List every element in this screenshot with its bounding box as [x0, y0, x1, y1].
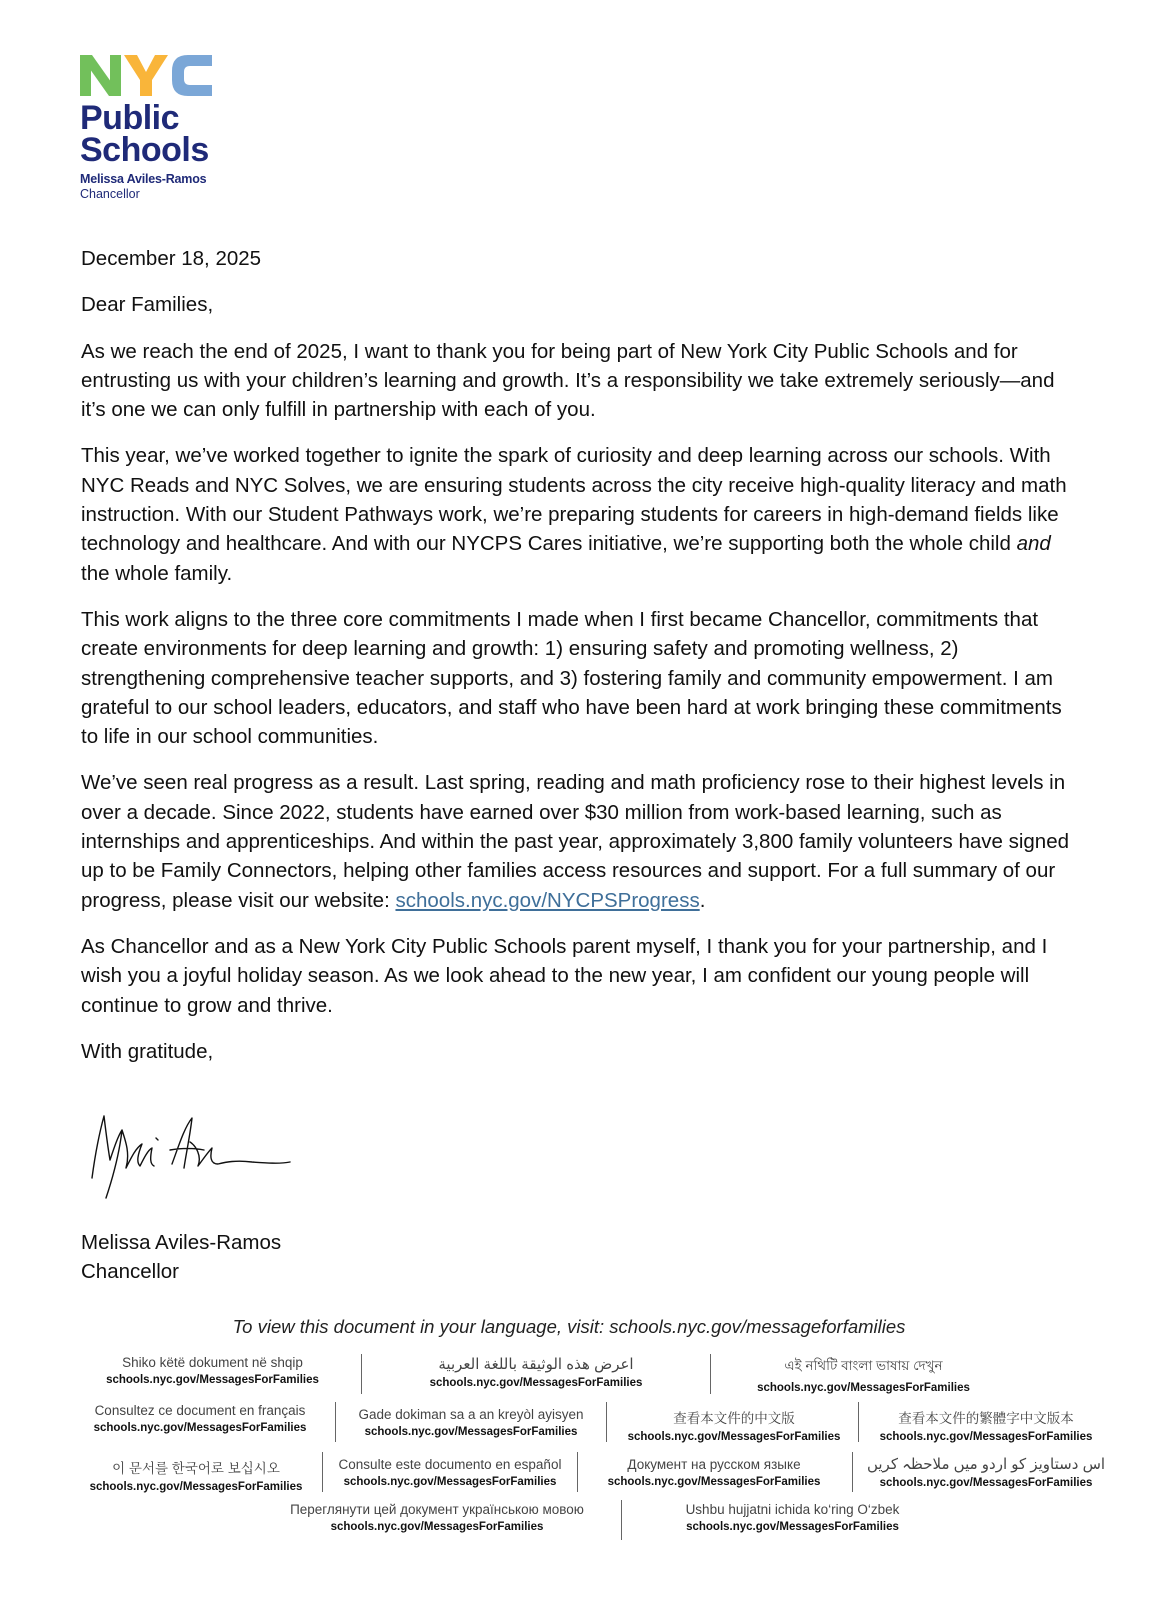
- divider: [858, 1402, 859, 1442]
- lang-chinese-traditional[interactable]: [866, 1407, 1106, 1443]
- paragraph-3: This work aligns to the three core commitments I made when I first became Chancellor, commitments that create environments for deep learning and growth: 1) ensuring safety and promoting wellness, 2) strengthening comprehensive teacher supports, and 3) fostering family and community empowerment. I am grateful to our school leaders, educators, and staff who have been hard at work bringing these commitments to life in our school communities.: [81, 607, 1062, 749]
- nyc-logo-letter-n: [80, 55, 121, 96]
- lang-label: اس دستاویز کو اردو میں ملاحظہ کریں: [866, 1456, 1106, 1473]
- lang-label: 查看本文件的中文版: [673, 1411, 795, 1426]
- lang-url: schools.nyc.gov/MessagesForFamilies: [106, 1374, 319, 1386]
- logo-line-schools: Schools: [80, 131, 209, 169]
- divider: [606, 1402, 607, 1442]
- lang-url: schools.nyc.gov/MessagesForFamilies: [607, 1476, 821, 1488]
- lang-label: Переглянути цей документ українською мовою: [290, 1502, 584, 1517]
- lang-url: schools.nyc.gov/MessagesForFamilies: [429, 1377, 643, 1389]
- paragraph-2-text: This year, we’ve worked together to ignite the spark of curiosity and deep learning across our schools. With NYC Reads and NYC Solves, we are ensuring students across the city receive high-quality literacy and math instruction. With our Student Pathways work, we’re preparing students for careers in high-demand fields like technology and healthcare. And with our NYCPS Cares initiative, we’re supporting both the whole child: [81, 444, 1067, 556]
- signer-name: Melissa Aviles-Ramos: [81, 1231, 282, 1254]
- translation-notice: To view this document in your language, visit: schools.nyc.gov/messageforfamilies: [232, 1316, 906, 1337]
- letter-salutation: Dear Families,: [81, 293, 214, 317]
- lang-spanish[interactable]: [330, 1457, 570, 1488]
- lang-label: এই নথিটি বাংলা ভাষায় দেখুন: [784, 1358, 943, 1373]
- letter-date: December 18, 2025: [81, 247, 262, 270]
- lang-label: Gade dokiman sa a an kreyòl ayisyen: [358, 1407, 584, 1422]
- paragraph-4-text: We’ve seen real progress as a result. Last spring, reading and math proficiency rose to their highest levels in over a decade. Since 2022, students have earned over $30 million from work-based learning, such as internships and apprenticeships. And within the past year, approximately 3,800 family volunteers have signed up to be Family Connectors, helping other families access resources and support. For a full summary of our progress, please visit our website:: [81, 771, 1070, 912]
- chancellor-name: Melissa Aviles-Ramos: [80, 172, 207, 186]
- divider: [852, 1452, 853, 1492]
- paragraph-2-emphasis: and: [1016, 532, 1051, 556]
- signature-icon: [86, 1108, 296, 1208]
- lang-url: schools.nyc.gov/MessagesForFamilies: [757, 1382, 970, 1394]
- lang-label: Shiko këtë dokument në shqip: [122, 1355, 303, 1370]
- lang-label: Документ на русском языке: [627, 1457, 801, 1472]
- nyc-public-schools-logo: [80, 52, 260, 201]
- lang-chinese-simplified[interactable]: [614, 1407, 854, 1443]
- lang-label: Ushbu hujjatni ichida ko‘ring O‘zbek: [685, 1502, 900, 1517]
- lang-url: schools.nyc.gov/MessagesForFamilies: [879, 1477, 1093, 1489]
- lang-url: schools.nyc.gov/MessagesForFamilies: [686, 1521, 899, 1533]
- lang-url: schools.nyc.gov/MessagesForFamilies: [89, 1481, 303, 1493]
- divider: [710, 1354, 711, 1394]
- signer-title: Chancellor: [81, 1260, 179, 1284]
- paragraph-4: [81, 768, 1081, 914]
- lang-uzbek[interactable]: [640, 1502, 945, 1533]
- signer-block: [81, 1228, 281, 1287]
- nyc-logo-mark: [80, 52, 220, 98]
- paragraph-5: As Chancellor and as a New York City Public Schools parent myself, I thank you for your partnership, and I wish you a joyful holiday season. As we look ahead to the new year, I am confident our young people will continue to grow and thrive.: [81, 934, 1048, 1017]
- divider: [322, 1452, 323, 1492]
- lang-label: Consultez ce document en français: [94, 1403, 306, 1418]
- chancellor-title: Chancellor: [80, 187, 140, 201]
- divider: [577, 1452, 578, 1492]
- paragraph-4-end: .: [699, 888, 706, 912]
- divider: [621, 1500, 622, 1540]
- progress-link[interactable]: schools.nyc.gov/NYCPSProgress: [395, 888, 700, 912]
- lang-url: schools.nyc.gov/MessagesForFamilies: [343, 1476, 557, 1488]
- logo-line-public: Public: [80, 99, 180, 137]
- nyc-logo-letter-y: [124, 55, 168, 96]
- lang-korean[interactable]: [76, 1457, 316, 1493]
- paragraph-2: [81, 441, 1081, 587]
- divider: [361, 1354, 362, 1394]
- lang-url: schools.nyc.gov/MessagesForFamilies: [330, 1521, 544, 1533]
- letter-body: [81, 244, 1081, 1083]
- lang-haitian-creole[interactable]: [346, 1407, 596, 1438]
- nyc-logo-letter-c: [172, 55, 212, 96]
- divider: [335, 1402, 336, 1442]
- lang-urdu[interactable]: [866, 1455, 1106, 1489]
- lang-url: schools.nyc.gov/MessagesForFamilies: [879, 1431, 1093, 1443]
- logo-wordmark: [80, 99, 260, 169]
- lang-label: 이 문서를 한국어로 보십시오: [112, 1461, 280, 1476]
- paragraph-1: As we reach the end of 2025, I want to thank you for being part of New York City Public Schools and for entrusting us with your children’s learning and growth. It’s a responsibility we take extremely seriously—and it’s one we can only fulfill in partnership with each of you.: [81, 339, 1055, 422]
- lang-url: schools.nyc.gov/MessagesForFamilies: [364, 1426, 578, 1438]
- lang-url: schools.nyc.gov/MessagesForFamilies: [93, 1422, 307, 1434]
- lang-ukrainian[interactable]: [262, 1502, 612, 1533]
- lang-label: Consulte este documento en español: [338, 1457, 562, 1472]
- lang-bengali[interactable]: [726, 1355, 1001, 1394]
- paragraph-2-end: the whole family.: [81, 561, 233, 585]
- lang-russian[interactable]: [594, 1457, 834, 1488]
- lang-label: 查看本文件的繁體字中文版本: [898, 1411, 1074, 1426]
- lang-label: اعرض هذه الوثيقة باللغة العربية: [438, 1356, 634, 1373]
- lang-arabic[interactable]: [378, 1355, 694, 1389]
- lang-french[interactable]: [80, 1403, 320, 1434]
- letter-closing: With gratitude,: [81, 1039, 214, 1063]
- lang-url: schools.nyc.gov/MessagesForFamilies: [627, 1431, 841, 1443]
- lang-albanian[interactable]: [80, 1355, 345, 1386]
